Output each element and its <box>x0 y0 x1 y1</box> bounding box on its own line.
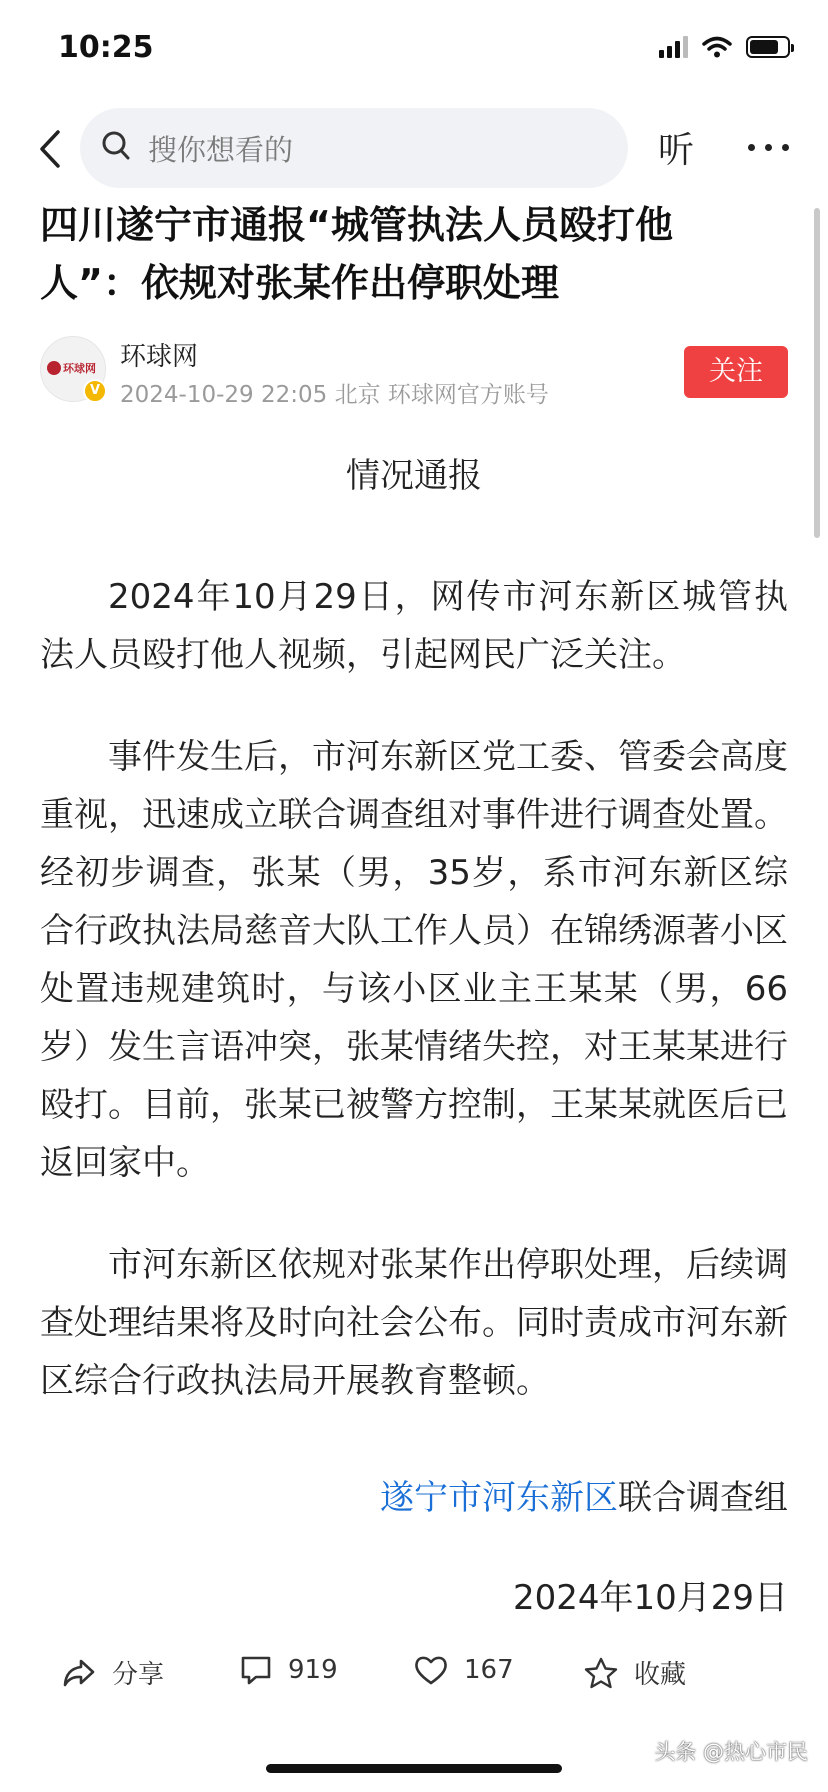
more-icon[interactable] <box>748 144 789 151</box>
sign-date: 2024年10月29日 <box>512 1578 788 1618</box>
verified-icon: V <box>83 379 107 403</box>
action-bar <box>0 1630 828 1720</box>
paragraph: 2024年10月29日，网传市河东新区城管执法人员殴打他人视频，引起网民广泛关注。 <box>40 577 788 675</box>
avatar[interactable] <box>40 336 106 402</box>
paragraph: 市河东新区依规对张某作出停职处理，后续调查处理结果将及时向社会公布。同时责成市河东新区综合行政执法局开展教育整顿。 <box>40 1245 788 1401</box>
paragraph: 事件发生后，市河东新区党工委、管委会高度重视，迅速成立联合调查组对事件进行调查处置。经初步调查，张某（男，35岁，系市河东新区综合行政执法局慈音大队工作人员）在锦绣源著小区处置违规建筑时，与该小区业主王某某（男，66岁）发生言语冲突，张某情绪失控，对王某某进行殴打。目前，张某已被警方控制，王某某就医后已返回家中。 <box>40 737 788 1183</box>
signature-link[interactable]: 遂宁市河东新区 <box>380 1478 618 1518</box>
home-indicator[interactable] <box>266 1764 562 1773</box>
huanqiu-logo: 环球网 <box>47 359 99 377</box>
like-count: 167 <box>464 1655 514 1685</box>
comment-count: 919 <box>288 1655 338 1685</box>
status-icons <box>659 36 790 58</box>
publish-meta: 2024-10-29 22:05 北京 环球网官方账号 <box>120 382 549 408</box>
share-button[interactable] <box>62 1654 164 1691</box>
heart-icon <box>414 1654 448 1686</box>
notice-heading: 情况通报 <box>346 456 482 496</box>
status-time: 10:25 <box>58 30 154 65</box>
listen-button[interactable]: 听 <box>658 130 695 171</box>
share-icon <box>62 1657 96 1689</box>
favorite-button[interactable] <box>584 1654 686 1691</box>
star-icon <box>584 1657 618 1689</box>
battery-icon <box>746 36 790 58</box>
status-bar <box>0 0 828 100</box>
search-placeholder: 搜你想看的 <box>148 133 294 167</box>
nav-bar <box>0 108 828 190</box>
comment-icon <box>240 1654 272 1686</box>
wifi-icon <box>702 36 732 58</box>
like-button[interactable] <box>414 1654 514 1686</box>
follow-button[interactable]: 关注 <box>684 346 788 398</box>
author-row <box>40 336 788 406</box>
share-label: 分享 <box>112 1660 165 1690</box>
search-input[interactable] <box>80 108 628 188</box>
article-body <box>40 568 788 1454</box>
favorite-label: 收藏 <box>634 1660 687 1690</box>
watermark: 头条 @热心市民 <box>654 1740 808 1764</box>
back-icon[interactable] <box>32 126 72 172</box>
signature <box>380 1470 788 1519</box>
signature-text: 联合调查组 <box>618 1478 788 1518</box>
search-icon <box>100 128 132 164</box>
comment-button[interactable] <box>240 1654 338 1686</box>
signal-icon <box>659 36 688 58</box>
author-name[interactable]: 环球网 <box>120 342 199 372</box>
article-title: 四川遂宁市通报“城管执法人员殴打他人”：依规对张某作出停职处理 <box>40 203 673 305</box>
